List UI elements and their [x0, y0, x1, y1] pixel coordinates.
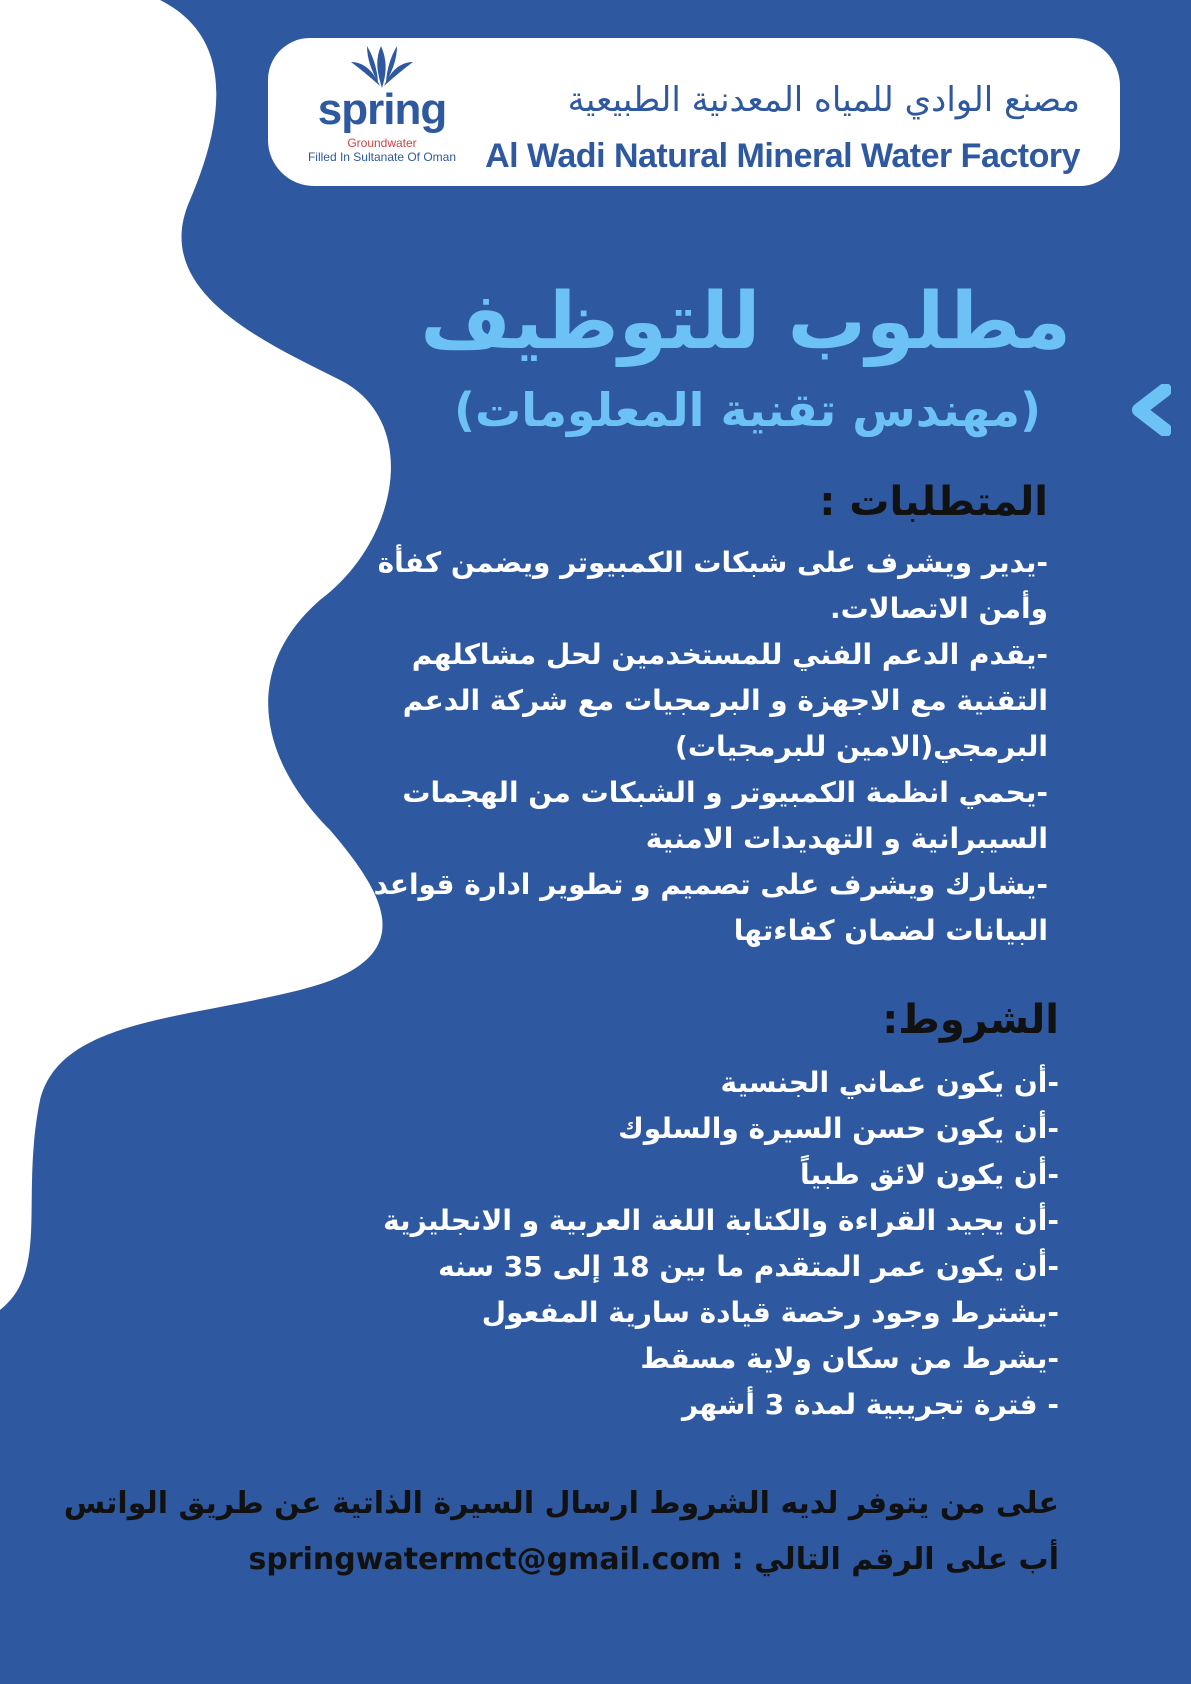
spring-logo — [302, 42, 462, 182]
condition-line: -أن يكون عماني الجنسية — [720, 1066, 1059, 1099]
contact-email-link[interactable]: springwatermct@gmail.com — [248, 1542, 722, 1577]
origin-label: Filled In Sultanate Of Oman — [307, 150, 457, 164]
condition-line: - فترة تجريبية لمدة 3 أشهر — [681, 1388, 1059, 1421]
spring-brand-text: spring — [317, 85, 447, 134]
requirement-line: -يحمي انظمة الكمبيوتر و الشبكات من الهجمات — [402, 776, 1048, 809]
factory-name-arabic: مصنع الوادي للمياه المعدنية الطبيعية — [567, 80, 1080, 120]
conditions-list — [383, 1060, 1059, 1428]
requirement-line: البيانات لضمان كفاءتها — [733, 914, 1048, 947]
requirement-line: التقنية مع الاجهزة و البرمجيات مع شركة الدعم — [402, 684, 1048, 717]
requirement-line: البرمجي(الامين للبرمجيات) — [675, 730, 1048, 763]
condition-line: -يشترط وجود رخصة قيادة سارية المفعول — [481, 1296, 1059, 1329]
factory-name-english: Al Wadi Natural Mineral Water Factory — [485, 137, 1080, 175]
requirement-line: -يقدم الدعم الفني للمستخدمين لحل مشاكلهم — [411, 638, 1048, 671]
instructions-line: على من يتوفر لديه الشروط ارسال السيرة الذاتية عن طريق الواتس — [63, 1486, 1059, 1521]
conditions-heading: الشروط: — [882, 997, 1059, 1043]
condition-line: -أن يكون عمر المتقدم ما بين 18 إلى 35 سنه — [438, 1250, 1059, 1283]
instructions-line-contact — [64, 1532, 1059, 1588]
water-splash-icon — [347, 42, 417, 90]
job-title: (مهندس تقنية المعلومات) — [453, 383, 1041, 437]
requirement-line: وأمن الاتصالات. — [830, 592, 1048, 625]
groundwater-label: Groundwater — [347, 136, 417, 150]
requirement-line: -يدير ويشرف على شبكات الكمبيوتر ويضمن كفأة — [377, 546, 1048, 579]
chevron-left-icon — [1125, 384, 1171, 436]
condition-line: -يشرط من سكان ولاية مسقط — [640, 1342, 1059, 1375]
application-instructions — [64, 1476, 1059, 1588]
requirement-line: -يشارك ويشرف على تصميم و تطوير ادارة قواعد — [373, 868, 1048, 901]
condition-line: -أن يجيد القراءة والكتابة اللغة العربية و الانجليزية — [383, 1204, 1059, 1237]
contact-label: أب على الرقم التالي : — [731, 1542, 1059, 1577]
requirement-line: السيبرانية و التهديدات الامنية — [645, 822, 1048, 855]
hiring-headline: مطلوب للتوظيف — [420, 277, 1071, 367]
company-logo-banner — [268, 38, 1120, 186]
requirements-list — [374, 540, 1048, 954]
condition-line: -أن يكون حسن السيرة والسلوك — [618, 1112, 1059, 1145]
condition-line: -أن يكون لائق طبياً — [800, 1158, 1059, 1191]
requirements-heading: المتطلبات : — [819, 479, 1048, 525]
